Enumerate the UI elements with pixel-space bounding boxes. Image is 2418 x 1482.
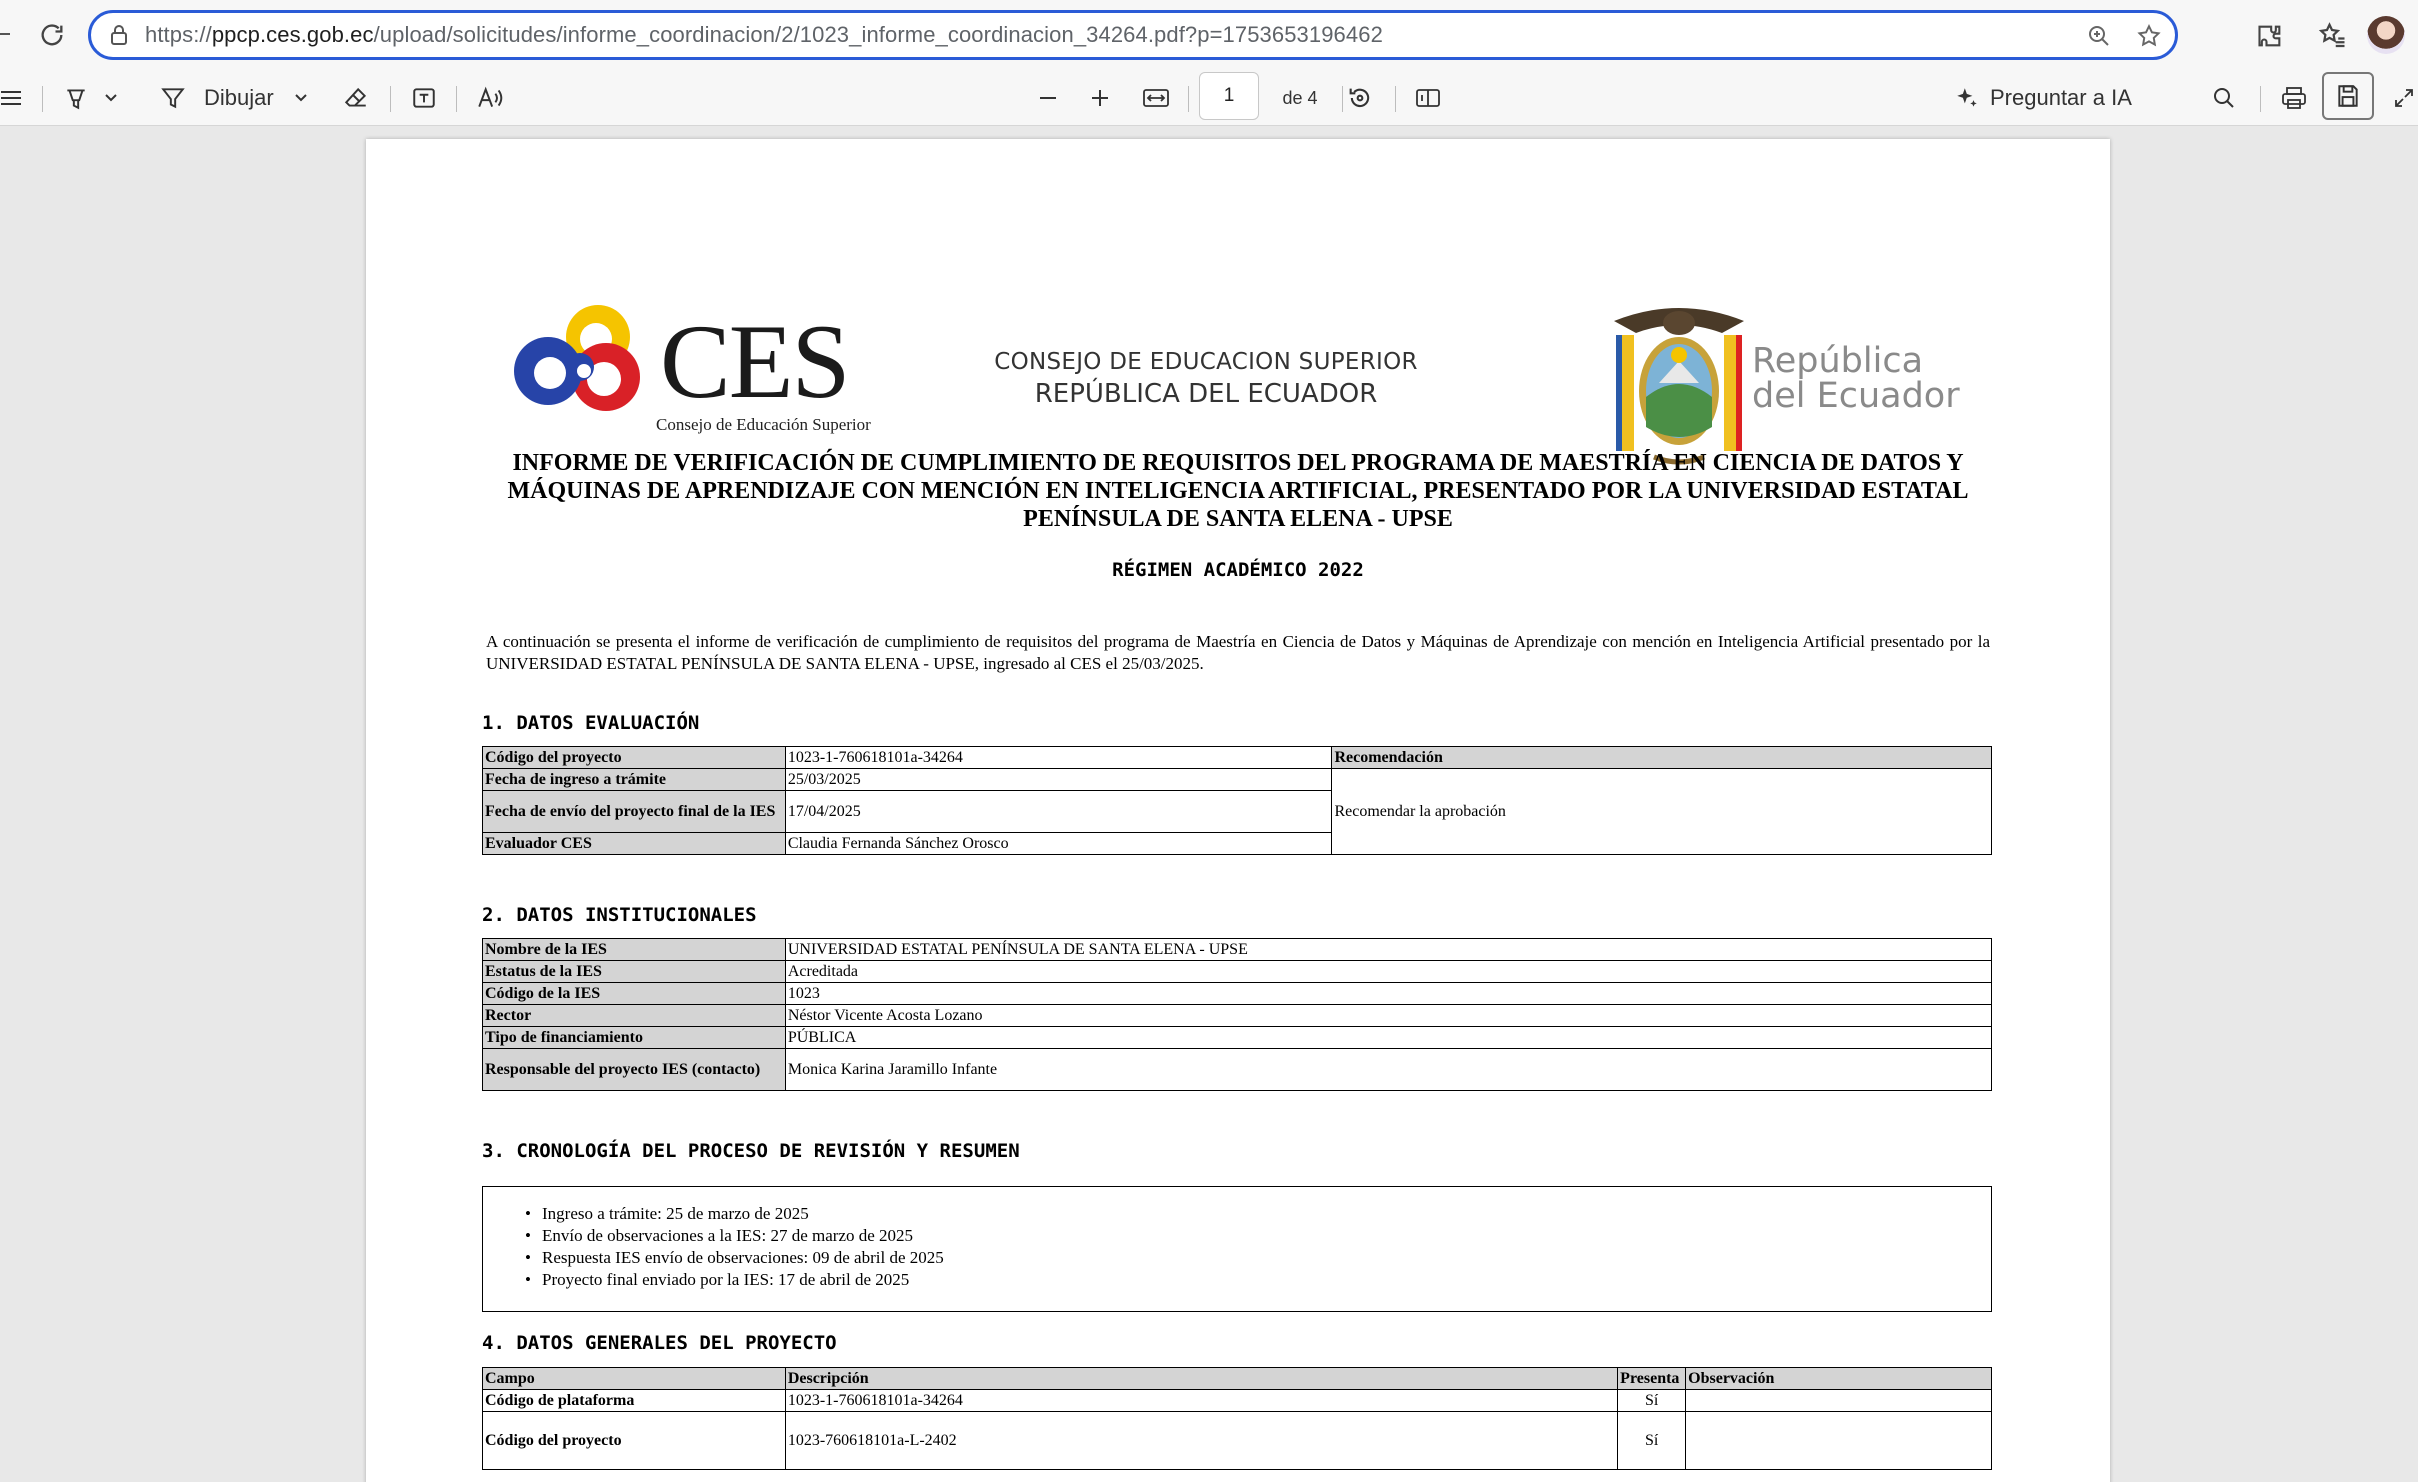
document-header: [966, 349, 1446, 409]
table-row: [483, 1049, 1992, 1091]
rotate-icon[interactable]: [1340, 78, 1380, 118]
ecuador-line-2: del Ecuador: [1752, 376, 1960, 416]
cell-value: Néstor Vicente Acosta Lozano: [785, 1005, 1991, 1027]
fit-width-icon[interactable]: [1136, 78, 1176, 118]
save-icon[interactable]: [2322, 72, 2374, 120]
chevron-down-icon[interactable]: [98, 78, 124, 118]
page-view-icon[interactable]: [1408, 78, 1448, 118]
lock-icon[interactable]: [105, 21, 133, 49]
zoom-out-icon[interactable]: [1030, 78, 1066, 118]
cell-label: Rector: [483, 1005, 786, 1027]
ces-logo-graphic: [510, 299, 660, 449]
list-item: • Ingreso a trámite: 25 de marzo de 2025: [525, 1203, 1991, 1225]
ecuador-line-1: República: [1752, 341, 1924, 381]
toolbar-separator: [42, 86, 43, 112]
draw-icon[interactable]: [158, 78, 188, 118]
cell-label: Nombre de la IES: [483, 939, 786, 961]
recommendation-value: Recomendar la aprobación: [1332, 769, 1992, 855]
cell-description: 1023-1-760618101a-34264: [785, 1390, 1617, 1412]
cell-observation: [1686, 1412, 1992, 1470]
cell-observation: [1686, 1390, 1992, 1412]
ask-ai-button[interactable]: Preguntar a IA: [1990, 85, 2132, 110]
section-3-title: 3. CRONOLOGÍA DEL PROCESO DE REVISIÓN Y RESUMEN: [482, 1140, 1020, 1162]
page-total-label: de 4: [1282, 87, 1318, 108]
pdf-page: [366, 139, 2110, 1482]
section-1-title: 1. DATOS EVALUACIÓN: [482, 712, 700, 734]
recommendation-header: Recomendación: [1332, 747, 1992, 769]
ai-sparkle-icon[interactable]: [1950, 78, 1984, 118]
ecuador-coat-of-arms-icon: [1604, 299, 1754, 469]
cell-label: Código de la IES: [483, 983, 786, 1005]
toolbar-separator: [1395, 86, 1396, 112]
search-icon[interactable]: [2206, 78, 2242, 118]
table-row: [483, 961, 1992, 983]
cell-value: 17/04/2025: [785, 791, 1332, 833]
cell-value: 1023-1-760618101a-34264: [785, 747, 1332, 769]
read-aloud-icon[interactable]: [470, 78, 510, 118]
institutional-data-table: [482, 938, 1992, 1091]
section-2-title: 2. DATOS INSTITUCIONALES: [482, 904, 757, 926]
table-row: [483, 1390, 1992, 1412]
evaluation-data-table: [482, 746, 1992, 855]
browser-address-bar: [0, 0, 2418, 70]
cell-label: Tipo de financiamiento: [483, 1027, 786, 1049]
ces-logo-text: CES: [660, 303, 849, 420]
cell-label: Código del proyecto: [483, 747, 786, 769]
print-icon[interactable]: [2274, 78, 2314, 118]
url-text: https://ppcp.ces.gob.ec/upload/solicitudes/informe_coordinacion/2/1023_informe_coordinacion_34264.pdf?p=1753653196462: [145, 22, 1383, 47]
ecuador-logo-text: [1752, 341, 1960, 416]
table-row: [483, 939, 1992, 961]
highlight-icon[interactable]: [56, 78, 96, 118]
cell-description: 1023-760618101a-L-2402: [785, 1412, 1617, 1470]
cell-value: 25/03/2025: [785, 769, 1332, 791]
page-number-input[interactable]: 1: [1199, 72, 1259, 120]
table-row: [483, 1027, 1992, 1049]
table-row: [483, 983, 1992, 1005]
draw-button[interactable]: Dibujar: [204, 85, 274, 110]
text-box-icon[interactable]: [404, 78, 444, 118]
column-header: Descripción: [785, 1368, 1617, 1390]
table-header-row: [483, 1368, 1992, 1390]
cell-value: Monica Karina Jaramillo Infante: [785, 1049, 1991, 1091]
toolbar-separator: [456, 86, 457, 112]
table-row: [483, 769, 1992, 791]
pdf-viewer[interactable]: [0, 127, 2418, 1482]
cell-label: Fecha de ingreso a trámite: [483, 769, 786, 791]
table-row: [483, 1412, 1992, 1470]
column-header: Observación: [1686, 1368, 1992, 1390]
profile-avatar[interactable]: [2367, 16, 2405, 54]
expand-icon[interactable]: [2390, 78, 2418, 118]
cell-presents: Sí: [1618, 1390, 1686, 1412]
chevron-down-icon[interactable]: [288, 78, 314, 118]
ces-logo-subtitle: Consejo de Educación Superior: [656, 415, 871, 434]
section-4-title: 4. DATOS GENERALES DEL PROYECTO: [482, 1332, 837, 1354]
toolbar-separator: [2260, 86, 2261, 112]
cell-presents: Sí: [1618, 1412, 1686, 1470]
cell-value: UNIVERSIDAD ESTATAL PENÍNSULA DE SANTA ELENA - UPSE: [785, 939, 1991, 961]
header-council-name: CONSEJO DE EDUCACION SUPERIOR: [994, 349, 1418, 375]
document-title: INFORME DE VERIFICACIÓN DE CUMPLIMIENTO DE REQUISITOS DEL PROGRAMA DE MAESTRÍA EN CIENCIA DE DATOS Y MÁQUINAS DE APRENDIZAJE CON MENCIÓN EN INTELIGENCIA ARTIFICIAL, PRESENTADO POR LA UNIVERSIDAD ESTATAL PENÍNSULA DE SANTA ELENA - UPSE: [507, 450, 1969, 532]
list-item: • Respuesta IES envío de observaciones: 09 de abril de 2025: [525, 1247, 1991, 1269]
table-row: [483, 1005, 1992, 1027]
cell-field: Código de plataforma: [483, 1390, 786, 1412]
cell-field: Código del proyecto: [483, 1412, 786, 1470]
url-field[interactable]: [88, 10, 2178, 60]
column-header: Campo: [483, 1368, 786, 1390]
ces-logo: [510, 299, 890, 449]
toolbar-separator: [1188, 86, 1189, 112]
zoom-in-plus-icon[interactable]: [1082, 78, 1118, 118]
cell-value: 1023: [785, 983, 1991, 1005]
list-item: • Proyecto final enviado por la IES: 17 de abril de 2025: [525, 1269, 1991, 1291]
cell-label: Responsable del proyecto IES (contacto): [483, 1049, 786, 1091]
chronology-list: [482, 1186, 1992, 1312]
cell-label: Evaluador CES: [483, 833, 786, 855]
back-edge-icon: [0, 17, 10, 53]
cell-label: Fecha de envío del proyecto final de la IES: [483, 791, 786, 833]
contents-menu-icon[interactable]: [0, 78, 22, 118]
reload-icon[interactable]: [34, 17, 70, 53]
cell-label: Estatus de la IES: [483, 961, 786, 983]
list-item: • Envío de observaciones a la IES: 27 de marzo de 2025: [525, 1225, 1991, 1247]
cell-value: PÚBLICA: [785, 1027, 1991, 1049]
cell-value: Acreditada: [785, 961, 1991, 983]
extensions-icon[interactable]: [2250, 16, 2290, 56]
project-general-data-table: [482, 1367, 1992, 1470]
cell-value: Claudia Fernanda Sánchez Orosco: [785, 833, 1332, 855]
toolbar-separator: [390, 86, 391, 112]
eraser-icon[interactable]: [336, 78, 376, 118]
favorite-star-icon[interactable]: [2133, 20, 2165, 52]
table-row: [483, 747, 1992, 769]
favorites-list-icon[interactable]: [2312, 16, 2352, 56]
header-country-name: REPÚBLICA DEL ECUADOR: [1034, 379, 1378, 409]
zoom-in-icon[interactable]: [2083, 20, 2115, 52]
column-header: Presenta: [1618, 1368, 1686, 1390]
academic-regime: RÉGIMEN ACADÉMICO 2022: [1112, 559, 1364, 581]
intro-paragraph: A continuación se presenta el informe de verificación de cumplimiento de requisitos del programa de Maestría en Ciencia de Datos y Máquinas de Aprendizaje con mención en Inteligencia Artificial presentado por la UNIVERSIDAD ESTATAL PENÍNSULA DE SANTA ELENA - UPSE, ingresado al CES el 25/03/2025.: [486, 632, 1990, 673]
